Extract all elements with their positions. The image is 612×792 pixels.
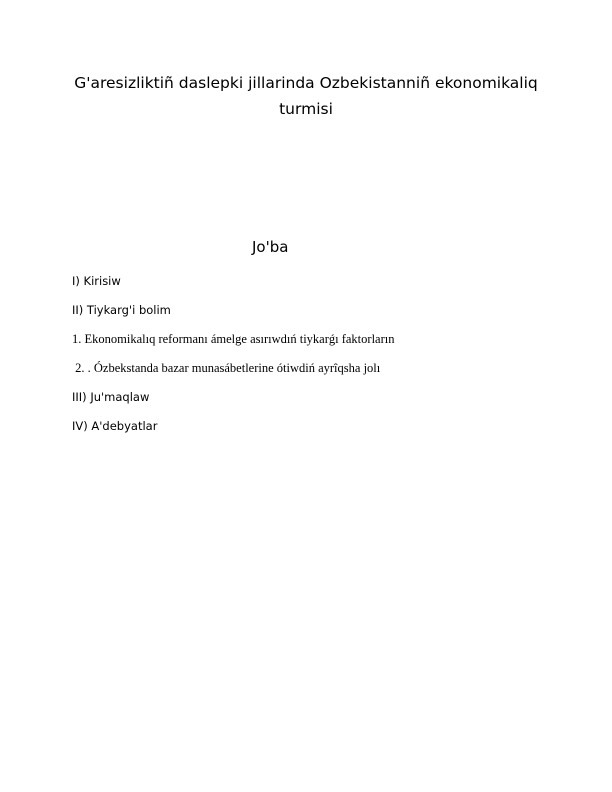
- plan-item-section-1: 1. Ekonomikalıq reformanı ámelge asırıwdıń tiykarǵı faktorların: [72, 332, 395, 346]
- plan-item-references: IV) A'debyatlar: [72, 419, 158, 433]
- plan-heading: Jo'ba: [252, 238, 289, 256]
- document-title: [60, 70, 552, 122]
- document-title-line-1: G'aresizliktiñ daslepki jillarinda Ozbekistanniñ ekonomikaliq: [74, 74, 538, 92]
- plan-item-conclusion: III) Ju'maqlaw: [72, 390, 150, 404]
- plan-item-introduction: I) Kirisiw: [72, 274, 121, 288]
- plan-item-main-part: II) Tiykarg'i bolim: [72, 303, 171, 317]
- document-title-line-2: turmisi: [279, 100, 333, 118]
- plan-item-section-2: 2. . Ózbekstanda bazar munasábetlerine ótiwdiń ayrîqsha jolı: [72, 361, 381, 375]
